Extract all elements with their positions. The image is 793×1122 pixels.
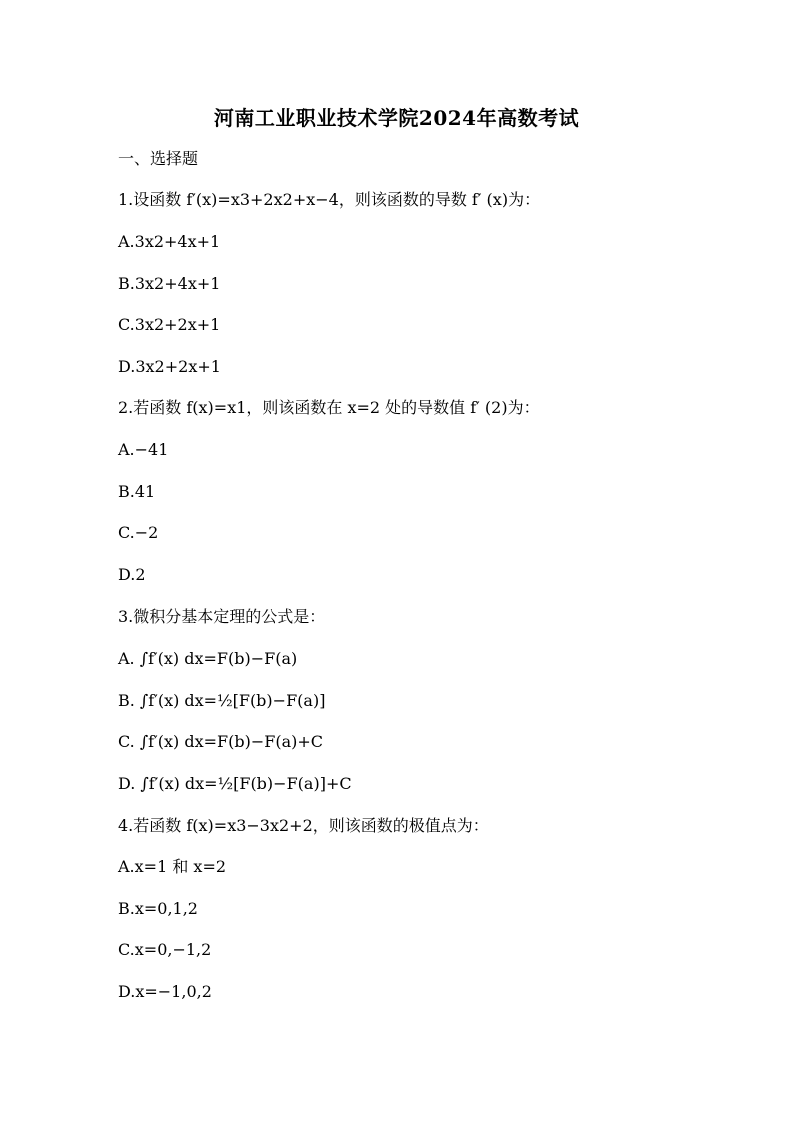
question-2-option-b: B.41 [118, 482, 156, 501]
question-3-option-d: D. ∫f′(x) dx=½[F(b)−F(a)]+C [118, 774, 352, 793]
question-4-stem: 4.若函数 f(x)=x3−3x2+2，则该函数的极值点为： [118, 816, 489, 835]
question-2-option-d: D.2 [118, 565, 146, 584]
section-heading: 一、选择题 [118, 149, 199, 168]
question-1-stem: 1.设函数 f′(x)=x3+2x2+x−4，则该函数的导数 f′ (x)为： [118, 190, 541, 209]
question-3-stem: 3.微积分基本定理的公式是： [118, 607, 326, 626]
question-2-option-a: A.−41 [118, 440, 169, 459]
question-4-option-a: A.x=1 和 x=2 [118, 857, 227, 876]
question-2-stem: 2.若函数 f(x)=x1，则该函数在 x=2 处的导数值 f′ (2)为： [118, 398, 540, 417]
exam-title: 河南工业职业技术学院2024年高数考试 [213, 106, 580, 130]
question-1-option-d: D.3x2+2x+1 [118, 357, 221, 376]
question-4-option-d: D.x=−1,0,2 [118, 982, 212, 1001]
question-2-option-c: C.−2 [118, 523, 159, 542]
question-4-option-c: C.x=0,−1,2 [118, 940, 212, 959]
question-1-option-a: A.3x2+4x+1 [118, 232, 221, 251]
question-3-option-c: C. ∫f′(x) dx=F(b)−F(a)+C [118, 732, 324, 751]
question-3-option-a: A. ∫f′(x) dx=F(b)−F(a) [118, 649, 298, 668]
question-1-option-b: B.3x2+4x+1 [118, 274, 221, 293]
question-3-option-b: B. ∫f′(x) dx=½[F(b)−F(a)] [118, 691, 326, 710]
question-4-option-b: B.x=0,1,2 [118, 899, 198, 918]
question-1-option-c: C.3x2+2x+1 [118, 315, 221, 334]
